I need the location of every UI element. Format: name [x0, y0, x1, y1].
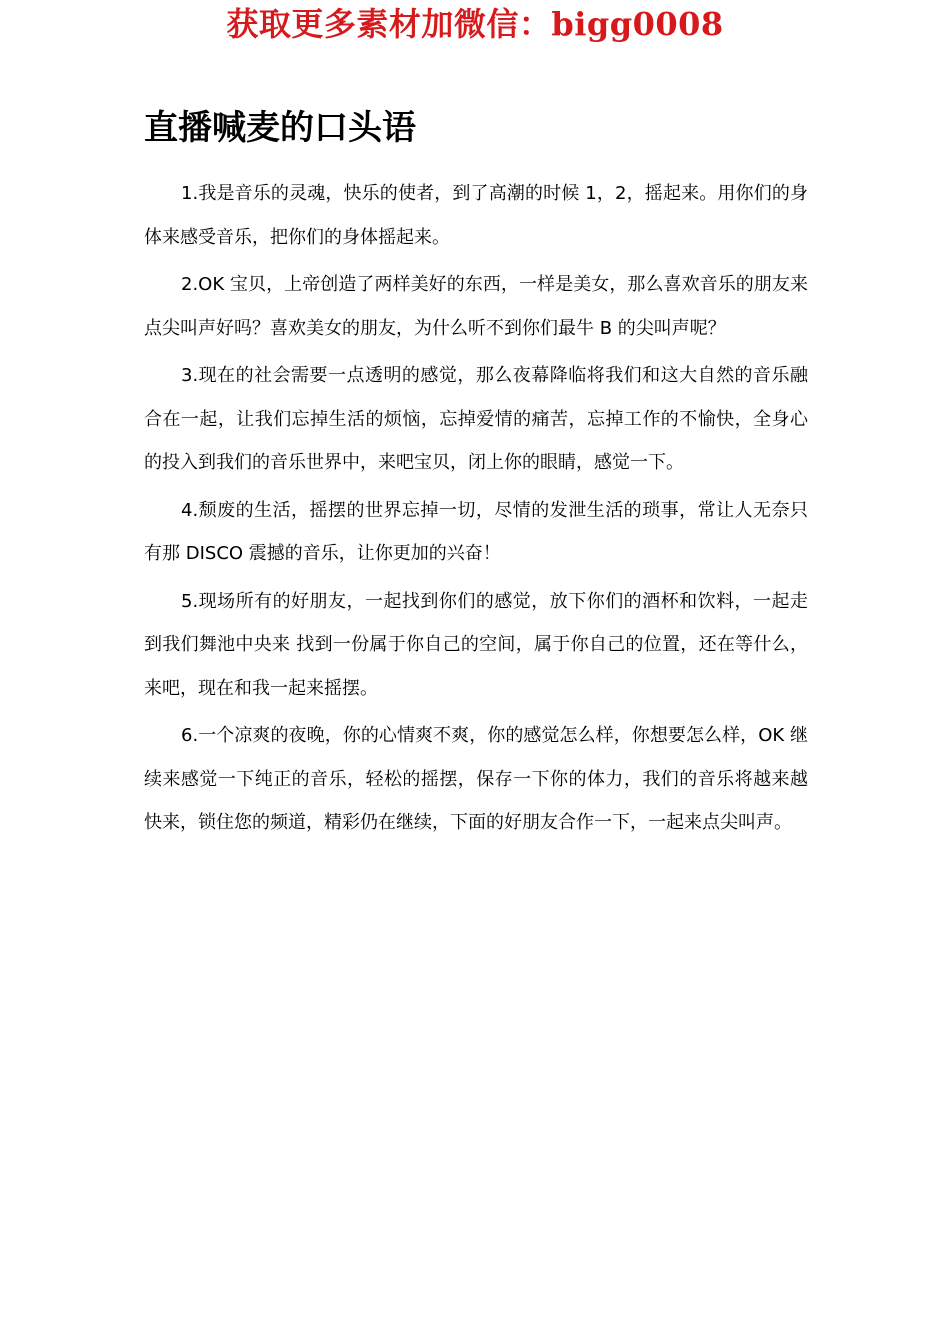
paragraph-5: 5.现场所有的好朋友，一起找到你们的感觉，放下你们的酒杯和饮料，一起走到我们舞池中央来 找到一份属于你自己的空间，属于你自己的位置，还在等什么，来吧，现在和我一起来摇摆。	[144, 590, 808, 699]
paragraph-3: 3.现在的社会需要一点透明的感觉，那么夜幕降临将我们和这大自然的音乐融合在一起，让我们忘掉生活的烦恼，忘掉爱情的痛苦，忘掉工作的不愉快，全身心的投入到我们的音乐世界中，来吧宝贝，闭上你的眼睛，感觉一下。	[144, 365, 808, 473]
document-body	[144, 172, 808, 849]
paragraph-1: 1.我是音乐的灵魂，快乐的使者，到了高潮的时候 1，2，摇起来。用你们的身体来感受音乐，把你们的身体摇起来。	[144, 183, 808, 248]
paragraph-4: 4.颓废的生活，摇摆的世界忘掉一切，尽情的发泄生活的琐事，常让人无奈只有那 DISCO 震撼的音乐，让你更加的兴奋！	[144, 499, 808, 564]
document-title: 直播喊麦的口头语	[144, 108, 416, 148]
paragraph-6: 6.一个凉爽的夜晚，你的心情爽不爽，你的感觉怎么样，你想要怎么样，OK 继续来感觉一下纯正的音乐，轻松的摇摆，保存一下你的体力，我们的音乐将越来越快来，锁住您的频道，精彩仍在继续，下面的好朋友合作一下，一起来点尖叫声。	[144, 725, 808, 833]
paragraph-2: 2.OK 宝贝，上帝创造了两样美好的东西，一样是美女，那么喜欢音乐的朋友来点尖叫声好吗？喜欢美女的朋友，为什么听不到你们最牛 B 的尖叫声呢？	[144, 274, 808, 339]
watermark-banner: 获取更多素材加微信：bigg0008	[226, 5, 724, 43]
